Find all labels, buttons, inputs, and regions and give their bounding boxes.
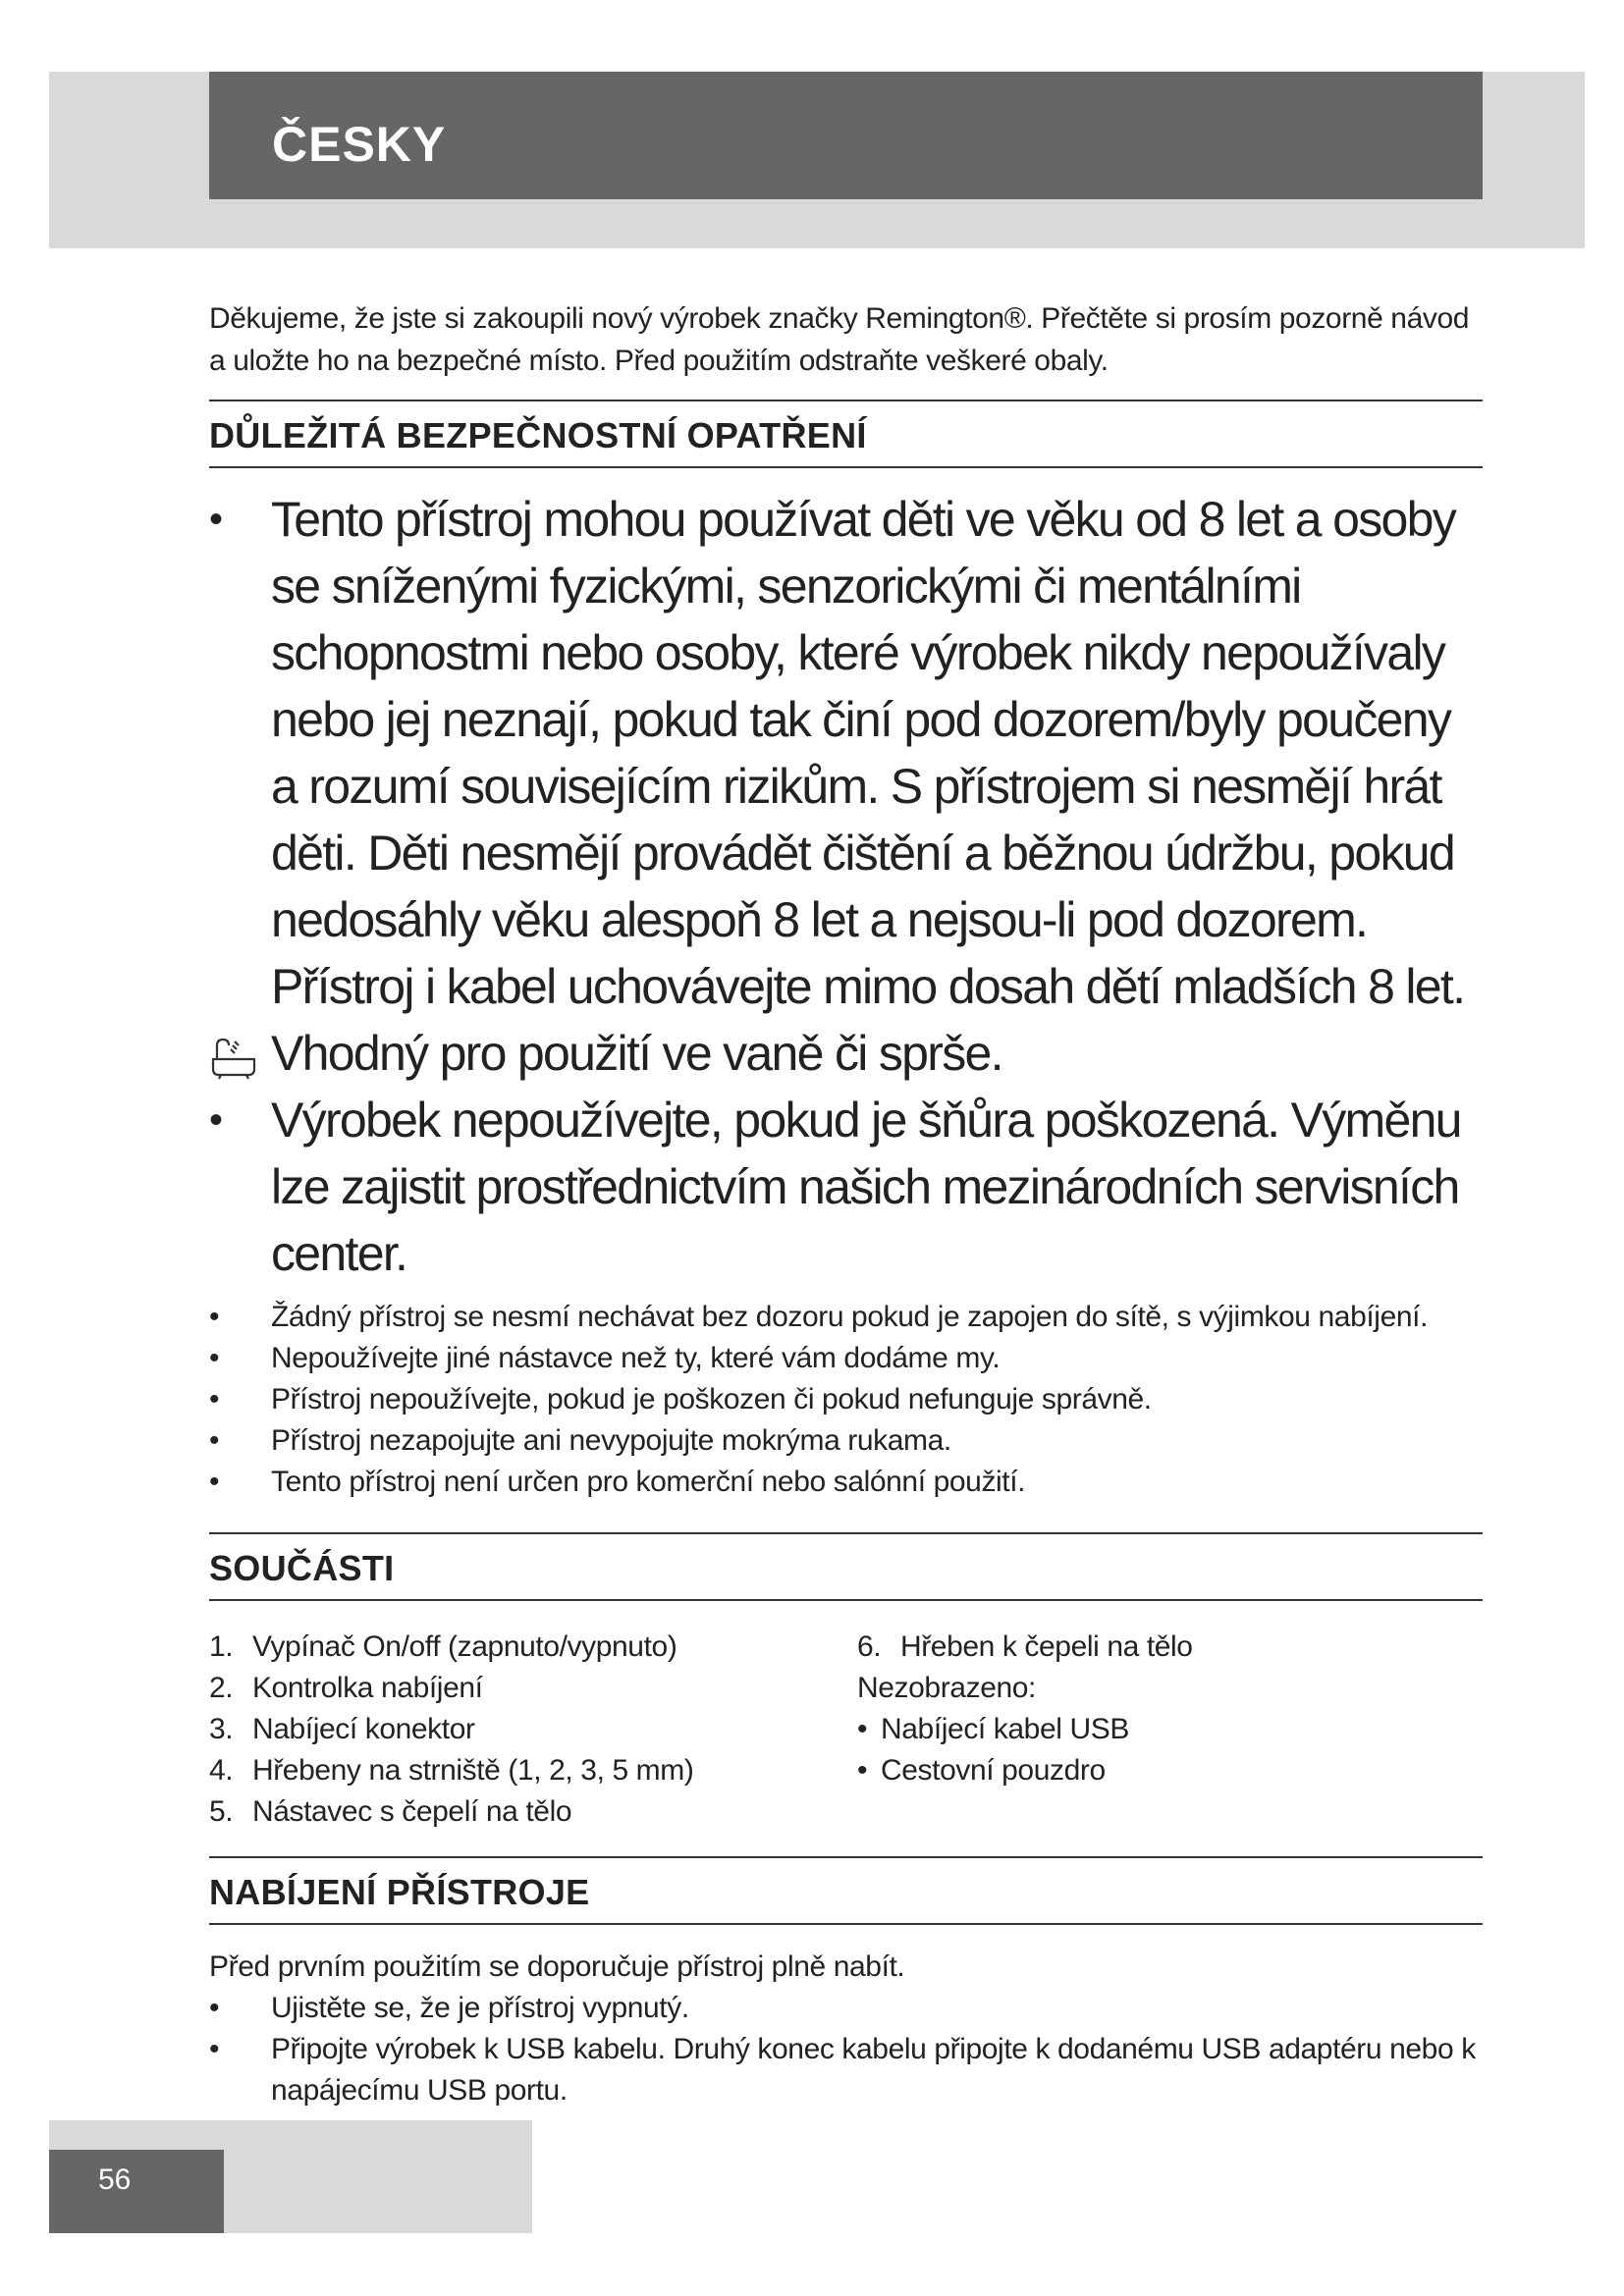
safety-item-text: Tento přístroj mohou používat děti ve věku od 8 let a osoby se sníženými fyzickými, senzorickými či mentálními schopnostmi nebo osoby, které výrobek nikdy nepoužívaly nebo jej neznají, pokud tak činí pod dozorem/byly poučeny a rozumí souvisejícím rizikům. S přístrojem si nesmějí hrát děti. Děti nesmějí provádět čištění a běžnou údržbu, pokud nedosáhly věku alespoň 8 let a nejsou-li pod dozorem. Přístroj i kabel uchovávejte mimo dosah dětí mladších 8 let. — [271, 492, 1465, 1014]
parts-column-right — [857, 1627, 1483, 1833]
bullet: • — [857, 1754, 868, 1787]
part-number: 6. — [857, 1630, 882, 1663]
list-item — [209, 1379, 1483, 1420]
parts-column-left — [209, 1627, 857, 1833]
bullet: • — [209, 1992, 220, 2024]
part-label: Hřeben k čepeli na tělo — [899, 1630, 1193, 1663]
language-title: ČESKY — [272, 117, 447, 172]
list-item — [857, 1627, 1483, 1668]
bullet: • — [209, 1098, 222, 1142]
bullet: • — [209, 1342, 220, 1374]
list-item — [209, 1668, 857, 1709]
list-item — [209, 1791, 857, 1833]
parts-heading: SOUČÁSTI — [209, 1532, 1483, 1601]
safety-item-text: Výrobek nepoužívejte, pokud je šňůra poškozená. Výměnu lze zajistit prostřednictvím našich mezinárodních servisních center. — [271, 1093, 1461, 1281]
list-item — [209, 1988, 1483, 2029]
part-number: 1. — [209, 1630, 234, 1663]
charging-item-text: Ujistěte se, že je přístroj vypnutý. — [271, 1992, 689, 2024]
safety-item-text: Přístroj nepoužívejte, pokud je poškozen či pokud nefunguje správně. — [271, 1383, 1152, 1415]
bullet: • — [209, 498, 222, 541]
safety-item-text: Nepoužívejte jiné nástavce než ty, které vám dodáme my. — [271, 1342, 1001, 1374]
part-label: Nabíjecí konektor — [251, 1713, 475, 1745]
list-item — [209, 1087, 1483, 1287]
list-item — [209, 1709, 857, 1750]
safety-item-text: Přístroj nezapojujte ani nevypojujte mokrýma rukama. — [271, 1424, 951, 1457]
page-number: 56 — [98, 2163, 132, 2196]
charging-item-text: Připojte výrobek k USB kabelu. Druhý konec kabelu připojte k dodanému USB adaptéru nebo k napájecímu USB portu. — [271, 2033, 1476, 2107]
safety-small-list — [209, 1297, 1483, 1503]
bullet: • — [209, 1466, 220, 1498]
part-label: Cestovní pouzdro — [881, 1754, 1106, 1787]
bullet: • — [209, 1424, 220, 1457]
safety-heading: DŮLEŽITÁ BEZPEČNOSTNÍ OPATŘENÍ — [209, 400, 1483, 468]
part-number: 3. — [209, 1713, 234, 1745]
bullet: • — [209, 2033, 220, 2065]
part-number: 4. — [209, 1754, 234, 1787]
page-content — [209, 297, 1483, 2111]
parts-list — [209, 1627, 1483, 1833]
list-item — [209, 1462, 1483, 1503]
list-item — [209, 1020, 1483, 1087]
part-label: Kontrolka nabíjení — [251, 1672, 483, 1704]
part-label: Hřebeny na strniště (1, 2, 3, 5 mm) — [251, 1754, 694, 1787]
part-number: 2. — [209, 1672, 234, 1704]
list-item — [209, 1338, 1483, 1379]
part-label: Nástavec s čepelí na tělo — [251, 1795, 572, 1828]
charging-intro: Před prvním použitím se doporučuje přístroj plně nabít. — [209, 1950, 905, 1983]
page-number-block — [49, 2150, 224, 2233]
list-item — [857, 1709, 1483, 1750]
charging-list — [209, 1988, 1483, 2111]
list-item — [209, 486, 1483, 1020]
list-item — [209, 1750, 857, 1791]
bullet: • — [209, 1301, 220, 1333]
part-label: Nabíjecí kabel USB — [881, 1713, 1129, 1745]
bullet: • — [857, 1713, 868, 1745]
list-item — [209, 1627, 857, 1668]
safety-item-text: Vhodný pro použití ve vaně či sprše. — [271, 1026, 1002, 1081]
not-shown-label: Nezobrazeno: — [857, 1672, 1036, 1704]
safety-item-text: Tento přístroj není určen pro komerční nebo salónní použití. — [271, 1466, 1026, 1498]
part-label: Vypínač On/off (zapnuto/vypnuto) — [251, 1630, 677, 1663]
list-item — [209, 1297, 1483, 1338]
list-item — [209, 2029, 1483, 2111]
safety-item-text: Žádný přístroj se nesmí nechávat bez dozoru pokud je zapojen do sítě, s výjimkou nabíjení. — [271, 1301, 1429, 1333]
bullet: • — [209, 1383, 220, 1415]
list-item — [209, 1420, 1483, 1462]
intro-paragraph: Děkujeme, že jste si zakoupili nový výrobek značky Remington®. Přečtěte si prosím pozorně návod a uložte ho na bezpečné místo. Před použitím odstraňte veškeré obaly. — [209, 302, 1470, 377]
list-item — [857, 1750, 1483, 1791]
part-number: 5. — [209, 1795, 234, 1828]
safety-large-list — [209, 486, 1483, 1287]
charging-heading: NABÍJENÍ PŘÍSTROJE — [209, 1856, 1483, 1925]
